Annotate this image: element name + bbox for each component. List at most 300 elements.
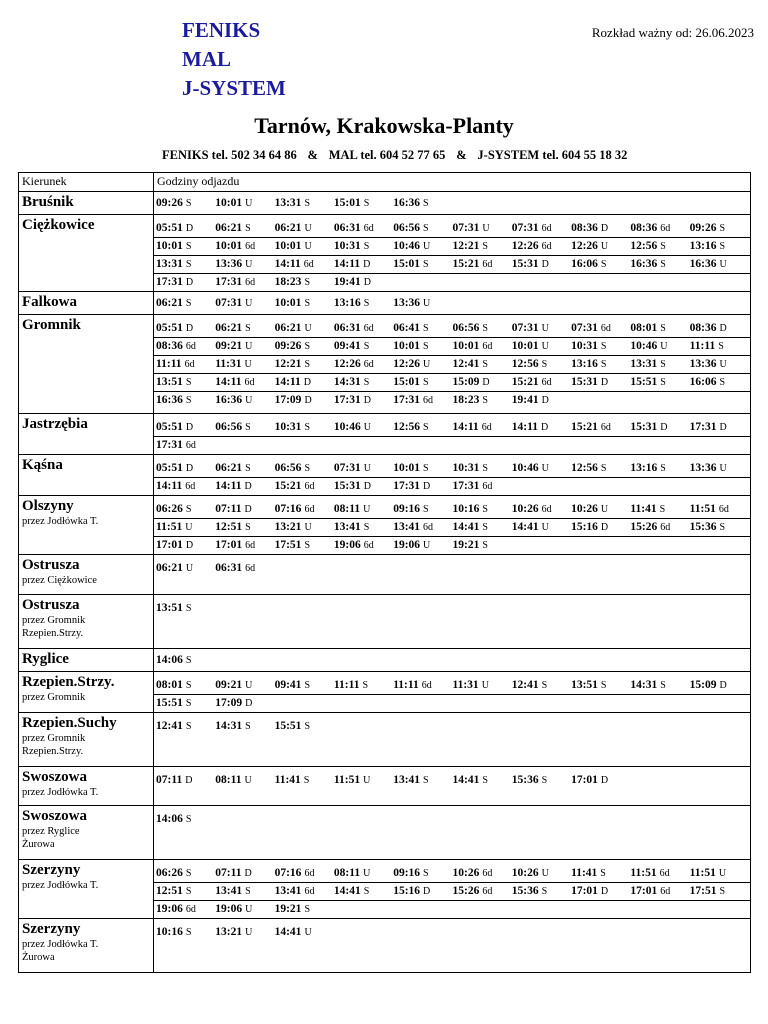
- departures-cell: [154, 496, 751, 555]
- departure-symbol: U: [541, 463, 549, 474]
- timetable: [18, 172, 751, 973]
- departure-time: [334, 501, 393, 518]
- departure-time: [690, 356, 749, 373]
- departure-symbol: S: [423, 504, 429, 515]
- departure-time: [452, 338, 511, 355]
- departure-time: [452, 256, 511, 273]
- departure-symbol: U: [719, 359, 727, 370]
- departure-symbol: U: [304, 241, 312, 252]
- departure-symbol: U: [363, 463, 371, 474]
- departure-symbol: D: [541, 395, 549, 406]
- departure-hour: 12:26: [393, 358, 421, 370]
- departure-hour: 06:26: [156, 867, 183, 879]
- departure-symbol: S: [185, 655, 192, 666]
- departure-time: [393, 195, 452, 212]
- departure-time: [275, 392, 334, 409]
- departure-time: [215, 238, 274, 255]
- departure-time: [215, 295, 274, 312]
- departure-hour: 11:41: [571, 867, 598, 879]
- departure-symbol: 6d: [185, 440, 196, 451]
- departure-hour: 14:11: [333, 258, 361, 270]
- departure-line: [154, 274, 750, 291]
- departure-time: [156, 677, 215, 694]
- table-row: [19, 767, 751, 806]
- table-row: [19, 860, 751, 919]
- departure-symbol: S: [304, 904, 310, 915]
- departure-hour: 19:06: [215, 903, 243, 915]
- departure-symbol: U: [245, 259, 253, 270]
- departure-hour: 07:31: [511, 222, 539, 234]
- departure-hour: 16:36: [393, 197, 421, 209]
- departure-line: [154, 537, 750, 554]
- separator: &: [456, 148, 467, 162]
- departure-symbol: D: [719, 323, 727, 334]
- departure-symbol: 6d: [423, 522, 434, 533]
- table-row: [19, 496, 751, 555]
- departure-hour: 15:31: [511, 258, 539, 270]
- departure-symbol: S: [600, 341, 607, 352]
- departure-symbol: 6d: [363, 540, 374, 551]
- departure-symbol: D: [600, 775, 609, 786]
- departure-time: [512, 501, 571, 518]
- departure-symbol: S: [304, 540, 310, 551]
- departure-hour: 14:41: [274, 926, 302, 938]
- departure-time: [452, 865, 511, 882]
- departure-symbol: 6d: [660, 886, 671, 897]
- departure-symbol: S: [185, 814, 192, 825]
- departure-hour: 15:21: [452, 258, 480, 270]
- departure-time: [215, 924, 274, 941]
- departure-time: [690, 256, 749, 273]
- departure-time: [215, 220, 274, 237]
- departure-symbol: U: [304, 927, 312, 938]
- departure-time: [630, 419, 689, 436]
- departure-symbol: S: [482, 463, 488, 474]
- departure-hour: 07:16: [274, 867, 302, 879]
- departure-time: [512, 460, 571, 477]
- departure-line: [154, 600, 750, 617]
- destination-name: Swoszowa: [22, 769, 88, 785]
- departure-symbol: U: [244, 775, 252, 786]
- destination-cell: [19, 292, 154, 315]
- departure-time: [630, 320, 689, 337]
- departure-line: [154, 437, 750, 454]
- departure-symbol: D: [185, 540, 194, 551]
- departure-hour: 19:06: [393, 539, 421, 551]
- departures-cell: [154, 414, 751, 455]
- contact-mal: MAL tel. 604 52 77 65: [328, 148, 446, 162]
- table-row: [19, 595, 751, 649]
- company-mal: MAL: [182, 47, 231, 71]
- departure-time: [571, 883, 630, 900]
- departure-symbol: U: [600, 504, 609, 515]
- departure-symbol: S: [185, 377, 192, 388]
- separator: &: [307, 148, 318, 162]
- departure-hour: 19:21: [452, 539, 480, 551]
- departure-hour: 10:31: [333, 240, 361, 252]
- destination-cell: [19, 672, 154, 713]
- departure-hour: 18:23: [274, 276, 302, 288]
- departure-time: [393, 238, 452, 255]
- departure-symbol: D: [363, 259, 371, 270]
- departure-symbol: S: [304, 721, 310, 732]
- departure-time: [156, 195, 215, 212]
- departure-hour: 12:56: [511, 358, 539, 370]
- departures-cell: [154, 555, 751, 595]
- departure-symbol: D: [303, 377, 312, 388]
- departure-time: [275, 677, 334, 694]
- departure-time: [156, 901, 215, 918]
- departure-symbol: U: [245, 198, 253, 209]
- departure-time: [630, 338, 689, 355]
- departure-hour: 15:09: [452, 376, 480, 388]
- departure-symbol: S: [304, 680, 310, 691]
- departure-symbol: S: [363, 198, 370, 209]
- destination-cell: [19, 414, 154, 455]
- departure-symbol: D: [244, 868, 252, 879]
- departure-symbol: S: [482, 359, 488, 370]
- departure-time: [393, 501, 452, 518]
- departure-hour: 11:11: [333, 679, 360, 691]
- destination-via: przez Jodłówka T.: [22, 787, 99, 798]
- departure-symbol: 6d: [363, 359, 374, 370]
- departure-hour: 06:21: [156, 297, 183, 309]
- departure-time: [156, 419, 215, 436]
- departure-symbol: 6d: [185, 904, 196, 915]
- departure-time: [571, 772, 630, 789]
- departure-time: [334, 356, 393, 373]
- departure-symbol: D: [482, 377, 490, 388]
- departure-symbol: S: [304, 341, 310, 352]
- departure-time: [334, 338, 393, 355]
- departure-hour: 15:31: [333, 480, 361, 492]
- departure-time: [334, 519, 393, 536]
- departure-hour: 19:06: [333, 539, 361, 551]
- departure-time: [393, 320, 452, 337]
- departure-line: [154, 374, 750, 392]
- departure-hour: 10:16: [156, 926, 183, 938]
- departure-time: [452, 320, 511, 337]
- destination-cell: [19, 767, 154, 806]
- departure-hour: 11:51: [689, 503, 716, 515]
- departure-time: [215, 195, 274, 212]
- departure-time: [215, 677, 274, 694]
- departure-hour: 06:41: [393, 322, 421, 334]
- departures-cell: [154, 860, 751, 919]
- destination-via: przez Gromnik: [22, 733, 86, 744]
- departure-time: [512, 356, 571, 373]
- contact-line: [162, 148, 627, 163]
- departure-time: [512, 220, 571, 237]
- departure-time: [452, 501, 511, 518]
- departure-time: [630, 220, 689, 237]
- departure-symbol: S: [718, 341, 724, 352]
- departure-time: [452, 883, 511, 900]
- company-jsystem: J-SYSTEM: [182, 76, 286, 100]
- departure-hour: 17:31: [393, 394, 421, 406]
- departure-hour: 10:01: [393, 462, 421, 474]
- departure-symbol: U: [600, 241, 609, 252]
- destination-name: Ryglice: [22, 651, 69, 667]
- departure-hour: 14:11: [215, 480, 242, 492]
- departure-time: [215, 460, 274, 477]
- departure-time: [334, 256, 393, 273]
- departure-time: [571, 338, 630, 355]
- departure-hour: 17:31: [215, 276, 243, 288]
- departure-hour: 10:01: [511, 340, 539, 352]
- departure-time: [512, 392, 571, 409]
- departure-time: [156, 274, 215, 291]
- departure-symbol: U: [245, 680, 253, 691]
- destination-via: przez Gromnik: [22, 692, 86, 703]
- departure-symbol: 6d: [541, 223, 552, 234]
- departure-hour: 13:51: [156, 602, 183, 614]
- departure-hour: 10:46: [333, 421, 361, 433]
- departure-time: [571, 501, 630, 518]
- departure-hour: 14:11: [156, 480, 183, 492]
- departure-time: [690, 865, 749, 882]
- departure-line: [154, 392, 750, 409]
- departure-symbol: S: [185, 721, 192, 732]
- departure-time: [393, 419, 452, 436]
- departure-hour: 17:01: [571, 885, 598, 897]
- departure-symbol: 6d: [304, 481, 315, 492]
- departure-time: [275, 274, 334, 291]
- departure-symbol: D: [600, 522, 609, 533]
- departure-symbol: S: [482, 241, 488, 252]
- departure-hour: 17:01: [156, 539, 183, 551]
- departure-line: [154, 811, 750, 828]
- departure-time: [156, 883, 215, 900]
- departure-time: [334, 374, 393, 391]
- departure-symbol: U: [363, 422, 371, 433]
- departure-time: [156, 460, 215, 477]
- departure-symbol: 6d: [185, 341, 196, 352]
- departure-symbol: U: [185, 522, 193, 533]
- departure-symbol: S: [185, 395, 192, 406]
- departure-symbol: S: [245, 522, 251, 533]
- departure-time: [156, 295, 215, 312]
- departure-time: [512, 883, 571, 900]
- departure-symbol: D: [304, 395, 312, 406]
- departure-symbol: 6d: [304, 504, 315, 515]
- departure-time: [452, 478, 511, 495]
- departure-time: [512, 238, 571, 255]
- departure-hour: 15:01: [393, 258, 421, 270]
- departure-time: [334, 274, 393, 291]
- departure-hour: 17:01: [215, 539, 243, 551]
- departure-time: [393, 537, 452, 554]
- destination-cell: [19, 315, 154, 414]
- departure-symbol: 6d: [245, 540, 256, 551]
- departure-hour: 12:41: [452, 358, 480, 370]
- departure-time: [156, 600, 215, 617]
- departure-time: [156, 695, 215, 712]
- departure-symbol: S: [185, 198, 192, 209]
- departure-time: [452, 238, 511, 255]
- departure-time: [215, 560, 274, 577]
- departure-hour: 10:16: [452, 503, 480, 515]
- destination-via: przez Jodłówka T.: [22, 880, 99, 891]
- departure-symbol: S: [304, 463, 310, 474]
- table-row: [19, 215, 751, 292]
- departure-hour: 17:31: [393, 480, 421, 492]
- departure-hour: 06:21: [274, 322, 302, 334]
- departure-symbol: S: [719, 241, 726, 252]
- departure-time: [215, 695, 274, 712]
- departure-symbol: D: [245, 698, 253, 709]
- departure-line: [154, 519, 750, 537]
- departure-hour: 07:31: [333, 462, 361, 474]
- departure-hour: 15:26: [630, 521, 658, 533]
- departure-hour: 06:56: [274, 462, 302, 474]
- departure-hour: 16:36: [630, 258, 658, 270]
- departure-hour: 06:21: [274, 222, 302, 234]
- departure-symbol: S: [185, 927, 192, 938]
- departure-line: [154, 677, 750, 695]
- destination-name: Szerzyny: [22, 862, 81, 878]
- departure-time: [215, 256, 274, 273]
- departure-line: [154, 419, 750, 437]
- departure-symbol: S: [245, 463, 251, 474]
- departure-time: [393, 392, 452, 409]
- departure-symbol: 6d: [482, 341, 493, 352]
- table-row: [19, 555, 751, 595]
- contact-jsystem: J-SYSTEM tel. 604 55 18 32: [477, 148, 628, 162]
- departure-symbol: S: [423, 377, 429, 388]
- departure-time: [275, 374, 334, 391]
- departure-hour: 08:36: [689, 322, 717, 334]
- departure-line: [154, 718, 750, 735]
- departure-time: [334, 460, 393, 477]
- departure-symbol: 6d: [304, 886, 315, 897]
- destination-name: Swoszowa: [22, 808, 88, 824]
- departures-cell: [154, 595, 751, 649]
- departure-time: [156, 320, 215, 337]
- departure-hour: 16:36: [156, 394, 183, 406]
- departure-symbol: U: [481, 680, 489, 691]
- departure-hour: 13:36: [689, 462, 717, 474]
- departure-symbol: S: [660, 463, 666, 474]
- departure-hour: 14:31: [215, 720, 243, 732]
- departure-hour: 07:31: [452, 222, 480, 234]
- departure-symbol: S: [600, 359, 607, 370]
- departure-time: [452, 519, 511, 536]
- departure-time: [156, 220, 215, 237]
- departure-time: [156, 374, 215, 391]
- departure-time: [452, 419, 511, 436]
- destination-cell: [19, 919, 154, 973]
- departure-hour: 16:36: [689, 258, 717, 270]
- departure-hour: 13:41: [274, 885, 302, 897]
- departure-time: [156, 437, 215, 454]
- departure-hour: 15:16: [571, 521, 598, 533]
- contact-feniks: FENIKS tel. 502 34 64 86: [162, 148, 297, 162]
- destination-name: Rzepien.Suchy: [22, 715, 117, 731]
- departure-hour: 11:11: [156, 358, 182, 370]
- departure-hour: 14:11: [215, 376, 242, 388]
- departure-hour: 13:41: [333, 521, 361, 533]
- departure-hour: 10:46: [393, 240, 421, 252]
- departure-time: [275, 772, 334, 789]
- departure-symbol: S: [363, 241, 370, 252]
- departure-symbol: S: [303, 775, 310, 786]
- departure-hour: 13:36: [689, 358, 717, 370]
- departure-line: [154, 238, 750, 256]
- departure-symbol: S: [600, 259, 607, 270]
- departure-hour: 15:09: [689, 679, 717, 691]
- departure-time: [690, 338, 749, 355]
- departure-time: [156, 501, 215, 518]
- departures-cell: [154, 455, 751, 496]
- departure-line: [154, 924, 750, 941]
- departure-time: [630, 374, 689, 391]
- departure-symbol: U: [244, 359, 252, 370]
- departure-hour: 14:41: [333, 885, 361, 897]
- departure-hour: 11:41: [630, 503, 657, 515]
- destination-cell: [19, 192, 154, 215]
- departure-line: [154, 220, 750, 238]
- departure-time: [334, 883, 393, 900]
- departure-time: [690, 374, 749, 391]
- departure-symbol: S: [185, 504, 192, 515]
- departure-symbol: U: [541, 341, 549, 352]
- departures-cell: [154, 292, 751, 315]
- departure-time: [571, 865, 630, 882]
- valid-from-date: Rozkład ważny od: 26.06.2023: [591, 25, 754, 40]
- departure-hour: 11:51: [156, 521, 183, 533]
- departure-hour: 06:56: [215, 421, 243, 433]
- departure-time: [690, 238, 749, 255]
- departure-symbol: 6d: [244, 377, 255, 388]
- departure-hour: 13:21: [274, 521, 302, 533]
- departure-time: [452, 392, 511, 409]
- departure-hour: 12:41: [156, 720, 183, 732]
- departure-hour: 12:26: [571, 240, 598, 252]
- departure-time: [690, 883, 749, 900]
- departure-symbol: U: [304, 223, 312, 234]
- departure-symbol: 6d: [304, 868, 315, 879]
- departure-symbol: D: [185, 223, 194, 234]
- departure-time: [571, 677, 630, 694]
- departure-hour: 10:26: [511, 867, 539, 879]
- departure-symbol: D: [185, 463, 194, 474]
- departure-time: [393, 677, 452, 694]
- departure-symbol: U: [245, 395, 253, 406]
- departure-hour: 12:51: [215, 521, 243, 533]
- departure-time: [275, 478, 334, 495]
- departure-time: [452, 537, 511, 554]
- departure-hour: 09:26: [274, 340, 302, 352]
- departure-time: [156, 519, 215, 536]
- departure-time: [275, 195, 334, 212]
- departure-hour: 15:16: [393, 885, 421, 897]
- departure-time: [275, 356, 334, 373]
- departure-line: [154, 460, 750, 478]
- departure-symbol: U: [245, 904, 253, 915]
- departures-cell: [154, 806, 751, 860]
- departure-symbol: D: [244, 504, 252, 515]
- departure-hour: 10:01: [274, 297, 302, 309]
- departure-hour: 12:56: [393, 421, 421, 433]
- departure-symbol: S: [245, 323, 251, 334]
- departure-hour: 10:26: [511, 503, 539, 515]
- departure-time: [334, 677, 393, 694]
- departure-symbol: S: [185, 241, 192, 252]
- departure-time: [690, 419, 749, 436]
- departure-hour: 15:36: [511, 885, 539, 897]
- departure-symbol: S: [719, 522, 726, 533]
